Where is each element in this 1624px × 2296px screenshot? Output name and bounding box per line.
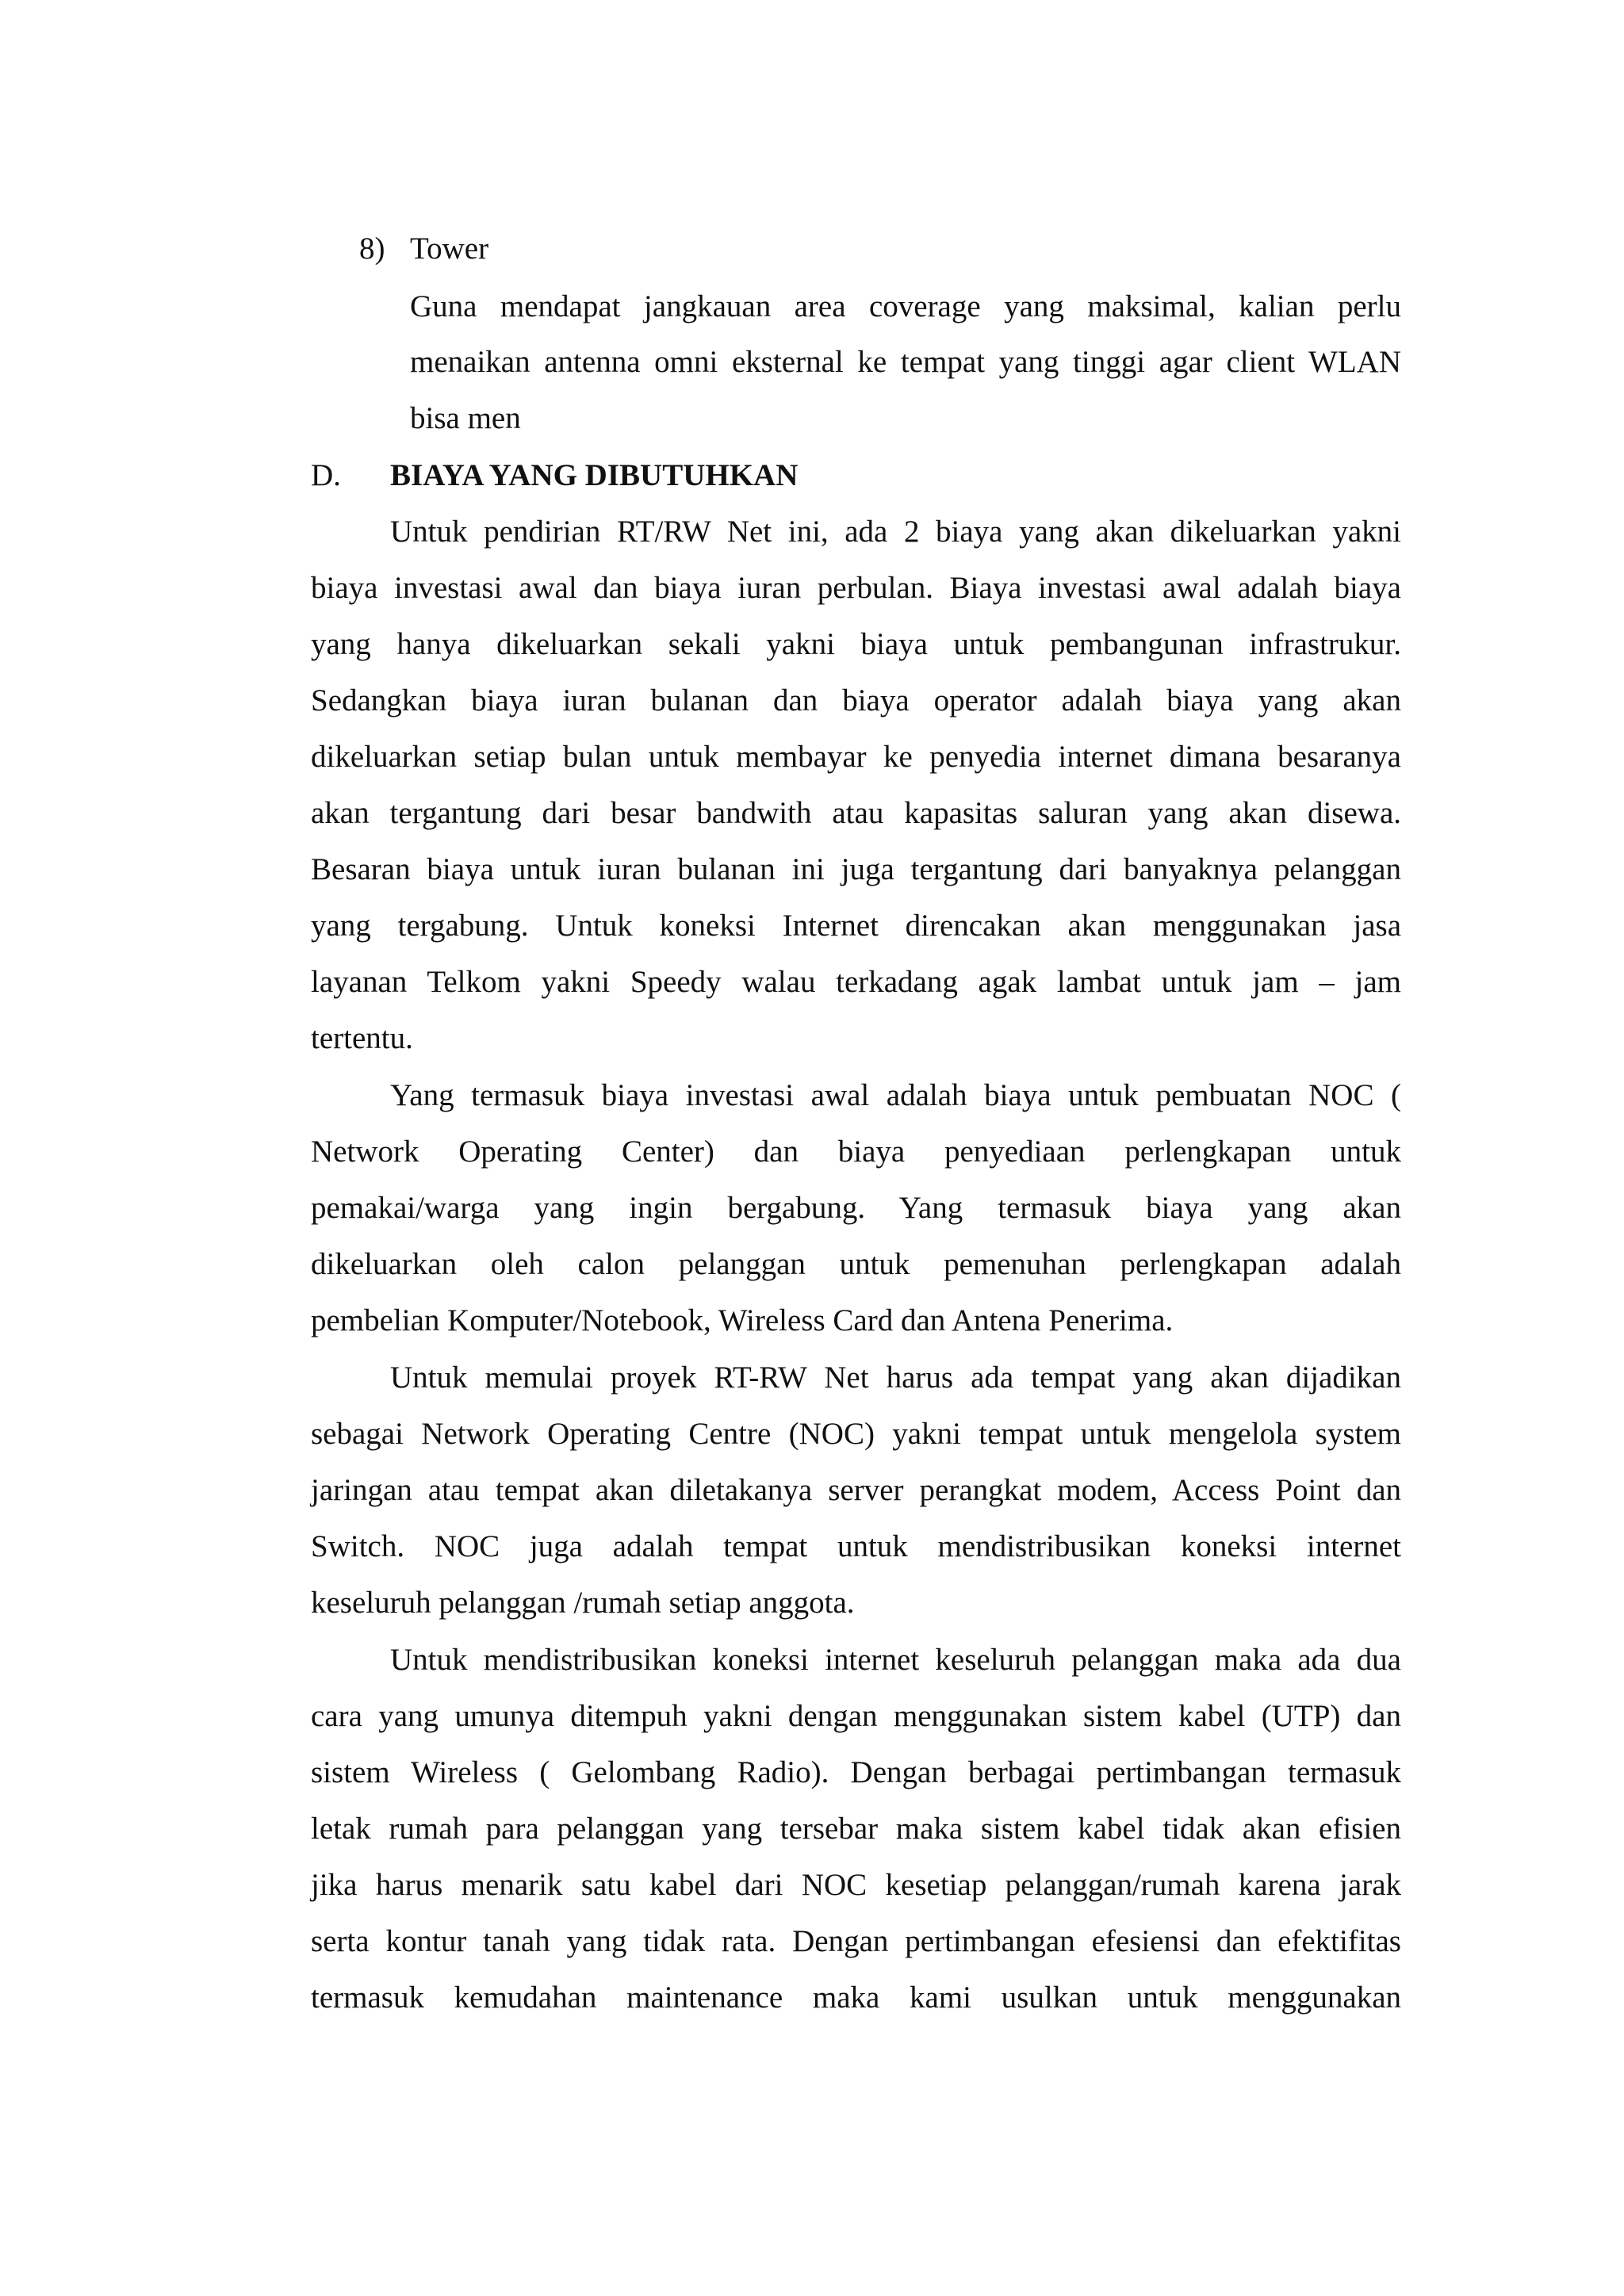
paragraph-line: sebagai Network Operating Centre (NOC) yakni tempat untuk mengelola system	[311, 1417, 1401, 1451]
paragraph-line: dikeluarkan setiap bulan untuk membayar ke penyedia internet dimana besaranya	[311, 740, 1401, 774]
section-title: BIAYA YANG DIBUTUHKAN	[390, 458, 799, 492]
paragraph-line: keseluruh pelanggan /rumah setiap anggota.	[311, 1586, 855, 1620]
item-body-line: menaikan antenna omni eksternal ke tempat yang tinggi agar client WLAN	[410, 345, 1401, 379]
paragraph-line: Untuk pendirian RT/RW Net ini, ada 2 biaya yang akan dikeluarkan yakni	[390, 515, 1401, 549]
paragraph-line: Sedangkan biaya iuran bulanan dan biaya operator adalah biaya yang akan	[311, 683, 1401, 718]
item-title: Tower	[410, 232, 489, 266]
paragraph-line: Switch. NOC juga adalah tempat untuk mendistribusikan koneksi internet	[311, 1529, 1401, 1563]
paragraph-line: tertentu.	[311, 1021, 413, 1055]
section-letter: D.	[311, 458, 341, 492]
item-number: 8)	[359, 232, 385, 266]
paragraph-line: jaringan atau tempat akan diletakanya server perangkat modem, Access Point dan	[311, 1473, 1401, 1507]
paragraph-line: layanan Telkom yakni Speedy walau terkadang agak lambat untuk jam – jam	[311, 965, 1401, 999]
paragraph-line: serta kontur tanah yang tidak rata. Dengan pertimbangan efesiensi dan efektifitas	[311, 1924, 1401, 1958]
paragraph-line: yang tergabung. Untuk koneksi Internet direncakan akan menggunakan jasa	[311, 909, 1401, 943]
paragraph-line: akan tergantung dari besar bandwith atau kapasitas saluran yang akan disewa.	[311, 796, 1401, 830]
paragraph-line: jika harus menarik satu kabel dari NOC kesetiap pelanggan/rumah karena jarak	[311, 1868, 1401, 1902]
paragraph-line: Network Operating Center) dan biaya penyediaan perlengkapan untuk	[311, 1135, 1401, 1169]
paragraph-line: sistem Wireless ( Gelombang Radio). Dengan berbagai pertimbangan termasuk	[311, 1755, 1401, 1789]
paragraph-line: biaya investasi awal dan biaya iuran perbulan. Biaya investasi awal adalah biaya	[311, 571, 1401, 605]
item-body-line: Guna mendapat jangkauan area coverage yang maksimal, kalian perlu	[410, 289, 1401, 323]
paragraph-line: pembelian Komputer/Notebook, Wireless Card dan Antena Penerima.	[311, 1303, 1174, 1337]
paragraph-line: letak rumah para pelanggan yang tersebar maka sistem kabel tidak akan efisien	[311, 1812, 1401, 1846]
paragraph-line: pemakai/warga yang ingin bergabung. Yang termasuk biaya yang akan	[311, 1191, 1401, 1225]
paragraph-line: Yang termasuk biaya investasi awal adalah biaya untuk pembuatan NOC (	[390, 1078, 1401, 1112]
paragraph-line: Besaran biaya untuk iuran bulanan ini juga tergantung dari banyaknya pelanggan	[311, 852, 1401, 886]
paragraph-line: dikeluarkan oleh calon pelanggan untuk pemenuhan perlengkapan adalah	[311, 1247, 1401, 1281]
paragraph-line: termasuk kemudahan maintenance maka kami usulkan untuk menggunakan	[311, 1980, 1401, 2015]
paragraph-line: yang hanya dikeluarkan sekali yakni biaya untuk pembangunan infrastrukur.	[311, 627, 1401, 661]
item-body-line: bisa men	[410, 401, 521, 435]
paragraph-line: Untuk mendistribusikan koneksi internet keseluruh pelanggan maka ada dua	[390, 1643, 1401, 1677]
paragraph-line: cara yang umunya ditempuh yakni dengan menggunakan sistem kabel (UTP) dan	[311, 1699, 1401, 1733]
paragraph-line: Untuk memulai proyek RT-RW Net harus ada tempat yang akan dijadikan	[390, 1360, 1401, 1395]
